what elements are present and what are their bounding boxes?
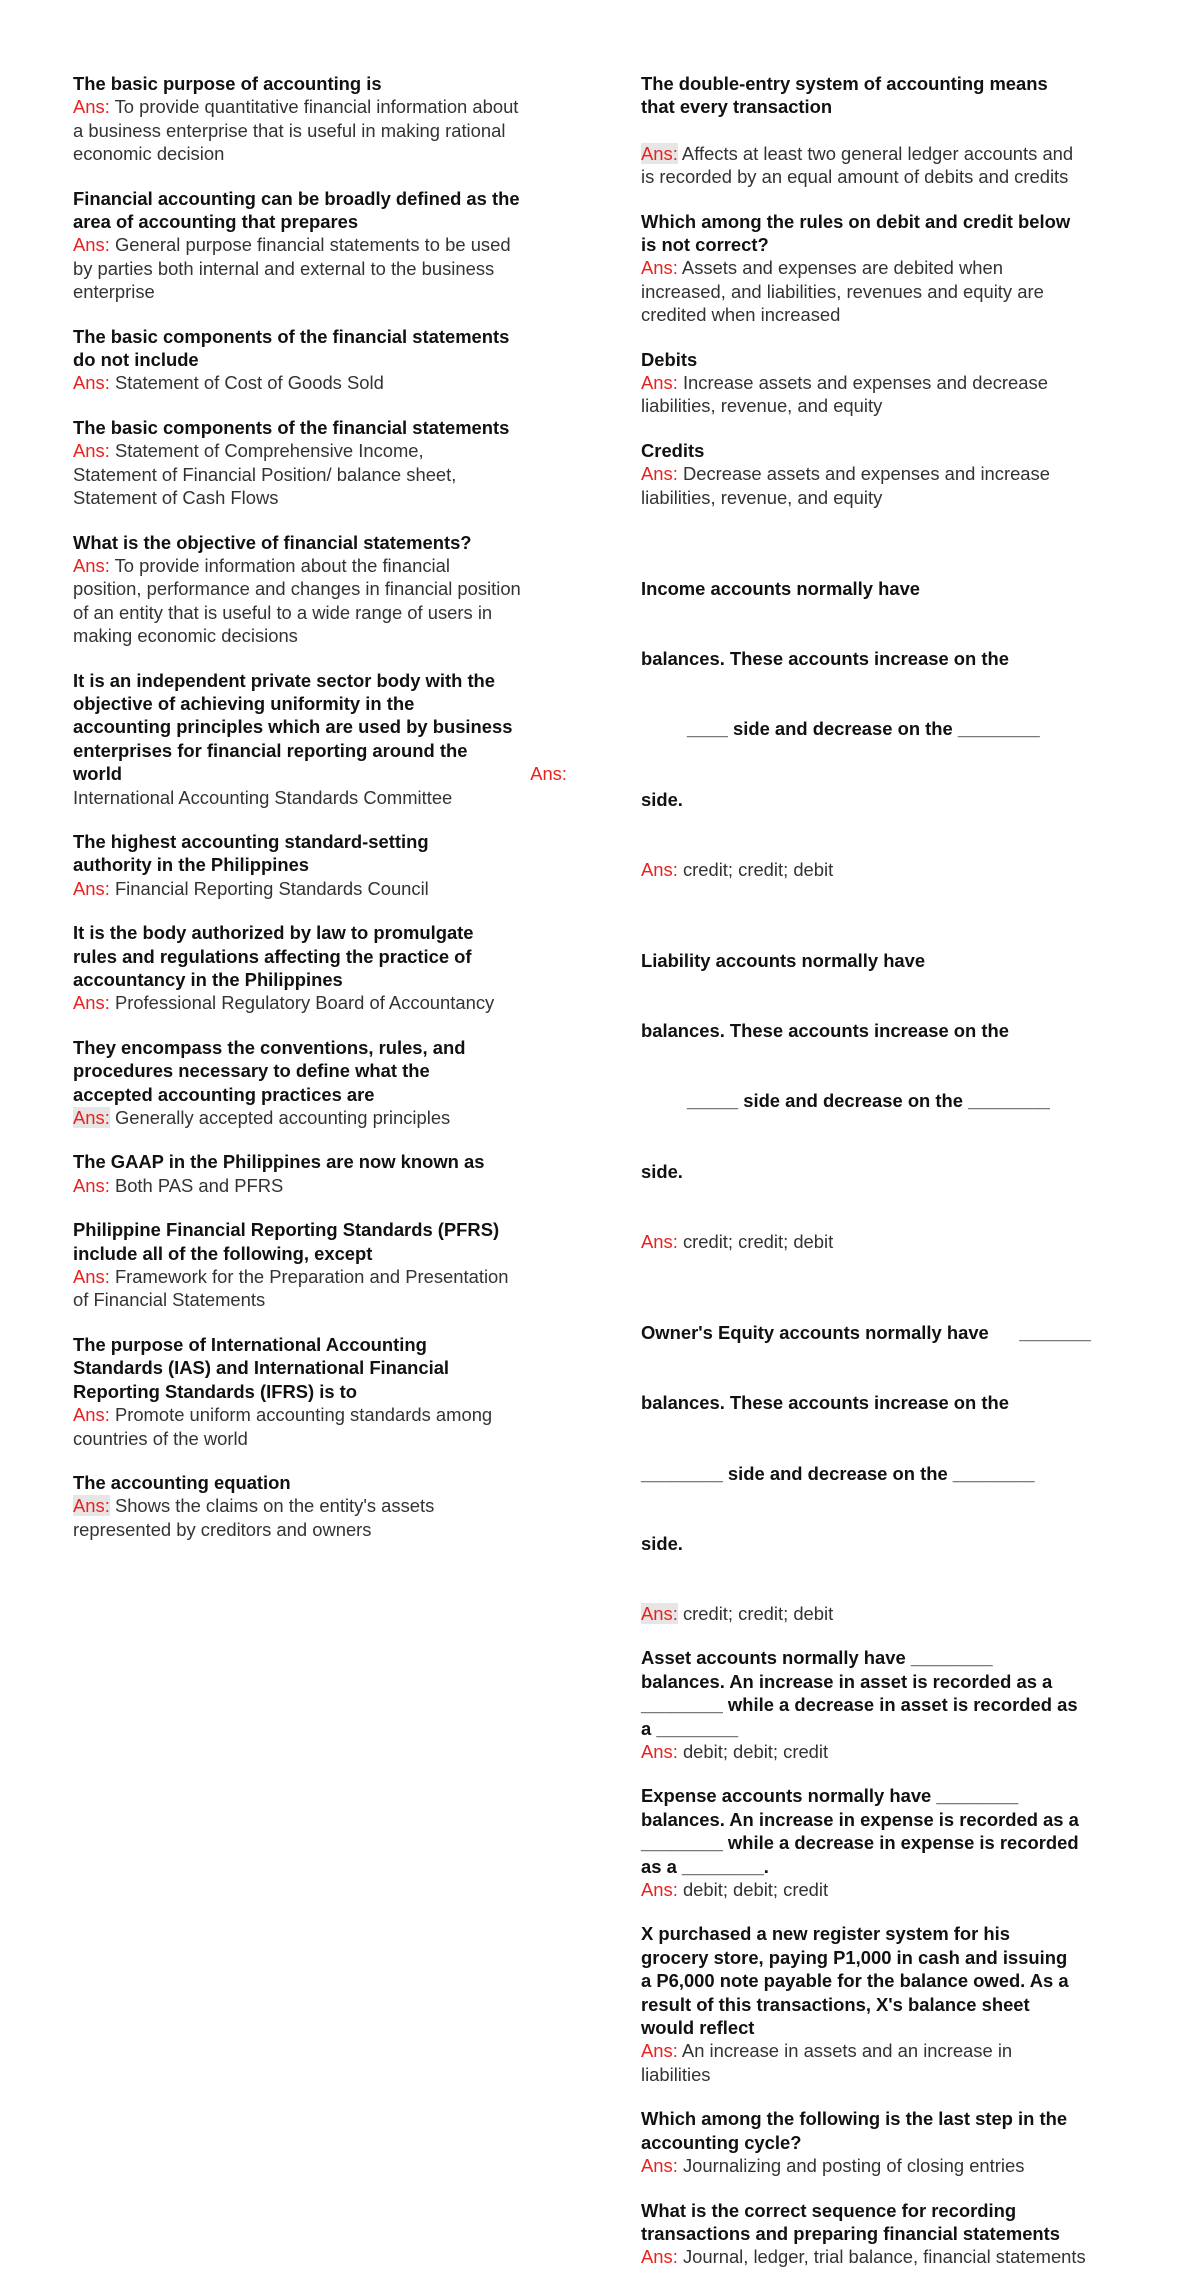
answer-line: Ans: debit; debit; credit: [641, 1741, 829, 1762]
qa-item: [641, 902, 1139, 1253]
qa-item: [73, 669, 567, 809]
question: [73, 187, 567, 234]
question-line: Credits: [641, 439, 705, 461]
qa-item: [641, 1922, 1139, 2086]
ans-label: Ans:: [641, 463, 678, 485]
question-line: Philippine Financial Reporting Standards (PFRS): [73, 1219, 500, 1241]
question-line: Asset accounts normally have ________: [641, 1647, 993, 1669]
question: [641, 530, 1139, 858]
question: [641, 1922, 1139, 2039]
qa-item: [73, 830, 567, 900]
answer: [641, 256, 1139, 326]
ans-label: Ans:: [530, 763, 567, 785]
question: [73, 1150, 567, 1173]
ans-label: Ans:: [73, 1266, 110, 1288]
answer: [641, 371, 1139, 418]
question-line: a P6,000 note payable for the balance owed. As a: [641, 1970, 1069, 1992]
question-line: It is an independent private sector body with the: [73, 669, 496, 691]
answer: [73, 1265, 567, 1312]
answer-line: increased, and liabilities, revenues and equity are: [641, 280, 1044, 302]
question: [73, 921, 567, 991]
question-line: accounting principles which are used by business: [73, 716, 513, 738]
answer: [641, 2039, 1139, 2086]
ans-label: Ans:: [73, 1495, 110, 1517]
question-line: include all of the following, except: [73, 1242, 373, 1264]
answer: [641, 1230, 1139, 1253]
question-line: They encompass the conventions, rules, and: [73, 1036, 466, 1058]
qa-item: [641, 1274, 1139, 1625]
ans-label: Ans:: [73, 1174, 110, 1196]
question: [73, 72, 567, 95]
left-column: [73, 72, 567, 1562]
question-line: is not correct?: [641, 234, 769, 256]
qa-item: [641, 530, 1139, 881]
ans-label: Ans:: [641, 142, 678, 164]
answer-line: liabilities, revenue, and equity: [641, 486, 883, 508]
question: [641, 2199, 1139, 2246]
ans-label: Ans:: [641, 1230, 678, 1252]
answer-line: Ans: Financial Reporting Standards Council: [73, 877, 429, 899]
answer-line: Ans: Shows the claims on the entity's assets: [73, 1495, 435, 1517]
question-line: a ________: [641, 1717, 739, 1739]
answer: [641, 1740, 1139, 1763]
question-line: What is the objective of financial statements?: [73, 531, 472, 553]
question: [641, 210, 1139, 257]
question-line: Reporting Standards (IFRS) is to: [73, 1380, 358, 1402]
question-line: would reflect: [641, 2017, 755, 2039]
answer-line: Statement of Financial Position/ balance sheet,: [73, 463, 457, 485]
question-line: objective of achieving uniformity in the: [73, 692, 415, 714]
question-line: accountancy in the Philippines: [73, 969, 343, 990]
answer-line: liabilities: [641, 2063, 711, 2085]
ans-label: Ans:: [73, 372, 110, 394]
question-line: as a ________.: [641, 1855, 769, 1877]
question-line: Which among the following is the last step in the: [641, 2108, 1068, 2130]
answer-line: enterprise: [73, 281, 155, 303]
question-line: The accounting equation: [73, 1471, 291, 1493]
question-line: ____ side and decrease on the ________: [641, 718, 1040, 740]
answer: [641, 858, 1139, 881]
answer-line: Ans: To provide quantitative financial information about: [73, 96, 519, 118]
question-line: What is the correct sequence for recording: [641, 2199, 1017, 2221]
question-line: The highest accounting standard-setting: [73, 830, 429, 852]
answer-line: Ans: General purpose financial statements to be used: [73, 234, 511, 256]
answer-line: position, performance and changes in financial position: [73, 578, 521, 600]
answer: [73, 95, 567, 165]
question-line: Debits: [641, 348, 698, 370]
question-line: balances. These accounts increase on the: [641, 1020, 1009, 1042]
question-line: Which among the rules on debit and credit below: [641, 210, 1071, 232]
question: [73, 830, 567, 877]
ans-label: Ans:: [73, 554, 110, 576]
qa-item: [641, 72, 1139, 189]
question-line: side.: [641, 1160, 683, 1182]
question-line: result of this transactions, X's balance sheet: [641, 1993, 1030, 2015]
question: [641, 439, 1139, 462]
answer-line: Ans: Professional Regulatory Board of Accountancy: [73, 992, 495, 1014]
right-column: [641, 72, 1139, 2290]
question-line: Standards (IAS) and International Financial: [73, 1357, 450, 1379]
answer: [73, 1494, 567, 1541]
answer-line: Ans: credit; credit; debit: [641, 1602, 834, 1624]
question: [73, 531, 567, 554]
answer-line: Ans: Both PAS and PFRS: [73, 1174, 284, 1196]
question: [73, 416, 567, 439]
question: [641, 1784, 1139, 1878]
answer-line: a business enterprise that is useful in making rational: [73, 119, 506, 141]
question-line: that every transaction: [641, 96, 833, 118]
answer: [641, 1878, 1139, 1901]
question-line: area of accounting that prepares: [73, 211, 359, 233]
question-line: transactions and preparing financial statements: [641, 2222, 1061, 2244]
question-line: The basic components of the financial statements: [73, 416, 510, 438]
answer-line: Ans: credit; credit; debit: [641, 858, 834, 880]
qa-item: [641, 1646, 1139, 1763]
answer: [641, 2245, 1139, 2268]
question-line: Liability accounts normally have: [641, 950, 926, 971]
question: [73, 1218, 567, 1265]
question-line: balances. An increase in asset is recorded as a: [641, 1670, 1053, 1692]
answer-line: International Accounting Standards Committee: [73, 786, 453, 808]
answer-line: Ans: Framework for the Preparation and Presentation: [73, 1266, 509, 1288]
ans-label: Ans:: [73, 992, 110, 1014]
answer-line: Ans: Decrease assets and expenses and increase: [641, 463, 1050, 485]
question-line: accounting cycle?: [641, 2131, 802, 2153]
qa-item: [73, 187, 567, 304]
answer-line: countries of the world: [73, 1427, 248, 1449]
question-line: side.: [641, 788, 683, 810]
qa-item: [641, 1784, 1139, 1901]
answer-line: is recorded by an equal amount of debits and credits: [641, 166, 1069, 188]
question-line: balances. These accounts increase on the: [641, 648, 1009, 670]
answer-line: Ans: credit; credit; debit: [641, 1230, 834, 1252]
ans-label: Ans:: [73, 96, 110, 118]
ans-label: Ans:: [73, 440, 110, 462]
answer-line: Ans: Assets and expenses are debited when: [641, 257, 1003, 279]
question-line: authority in the Philippines: [73, 854, 310, 876]
ans-label: Ans:: [641, 257, 678, 279]
answer-line: of an entity that is useful to a wide range of users in: [73, 601, 493, 623]
qa-item: [73, 1036, 567, 1130]
answer: [73, 371, 567, 394]
answer: [73, 1403, 567, 1450]
answer: [73, 1106, 567, 1129]
question-line: Financial accounting can be broadly defined as the: [73, 187, 520, 209]
answer-line: Ans: To provide information about the financial: [73, 554, 450, 576]
answer-line: credited when increased: [641, 304, 841, 326]
question-line: ________ side and decrease on the ________: [641, 1462, 1035, 1484]
question: [641, 348, 1139, 371]
answer: [641, 142, 1139, 189]
qa-item: [641, 348, 1139, 418]
qa-item: [73, 1333, 567, 1450]
answer-line: represented by creditors and owners: [73, 1518, 372, 1540]
question: [73, 325, 567, 372]
question-line: The basic purpose of accounting is: [73, 73, 382, 94]
ans-label: Ans:: [73, 234, 110, 256]
qa-item: [73, 1218, 567, 1312]
answer: [73, 554, 567, 648]
question: [73, 669, 567, 786]
qa-item: [73, 325, 567, 395]
answer-line: liabilities, revenue, and equity: [641, 395, 883, 417]
answer-line: Ans: Statement of Comprehensive Income,: [73, 440, 424, 462]
ans-label: Ans:: [641, 1879, 678, 1901]
qa-item: [641, 439, 1139, 509]
question-line: X purchased a new register system for his: [641, 1923, 1010, 1945]
answer: [73, 991, 567, 1014]
question: [641, 1646, 1139, 1740]
qa-item: [73, 1471, 567, 1541]
answer: [641, 2154, 1139, 2177]
answer-line: Ans: Generally accepted accounting principles: [73, 1107, 451, 1129]
question: [641, 72, 1139, 119]
question-line: _____ side and decrease on the ________: [641, 1090, 1050, 1112]
question: [641, 1274, 1139, 1602]
ans-label: Ans:: [641, 2246, 678, 2268]
qa-item: [641, 2199, 1139, 2269]
question-line: Expense accounts normally have ________: [641, 1785, 1019, 1807]
answer: [73, 877, 567, 900]
question: [73, 1471, 567, 1494]
qa-item: [73, 416, 567, 510]
question-line: The purpose of International Accounting: [73, 1333, 427, 1355]
question-line: grocery store, paying P1,000 in cash and issuing: [641, 1946, 1068, 1968]
ans-label: Ans:: [641, 858, 678, 880]
question: [641, 2107, 1139, 2154]
question-line: balances. An increase in expense is recorded as a: [641, 1808, 1079, 1830]
answer-line: of Financial Statements: [73, 1289, 266, 1311]
question-line: rules and regulations affecting the practice of: [73, 945, 472, 967]
answer: [73, 233, 567, 303]
question: [641, 902, 1139, 1230]
question-line: world Ans:: [73, 763, 567, 785]
ans-label: Ans:: [641, 1602, 678, 1624]
ans-label: Ans:: [641, 2040, 678, 2062]
qa-item: [73, 921, 567, 1015]
qa-item: [73, 531, 567, 648]
question-line: do not include: [73, 349, 199, 371]
answer: [641, 462, 1139, 509]
question-line: ________ while a decrease in expense is recorded: [641, 1832, 1079, 1854]
question: [73, 1333, 567, 1403]
question-line: side.: [641, 1532, 683, 1554]
question-line: The double-entry system of accounting means: [641, 73, 1048, 94]
question-line: It is the body authorized by law to promulgate: [73, 922, 474, 944]
answer-line: Ans: An increase in assets and an increase in: [641, 2040, 1013, 2062]
ans-label: Ans:: [73, 1107, 110, 1129]
answer-line: Ans: Increase assets and expenses and decrease: [641, 372, 1048, 394]
question-line: balances. These accounts increase on the: [641, 1392, 1009, 1414]
answer: [73, 786, 567, 809]
question-line: enterprises for financial reporting around the: [73, 739, 468, 761]
answer-line: Ans: Statement of Cost of Goods Sold: [73, 372, 384, 394]
answer-line: Ans: Journalizing and posting of closing entries: [641, 2155, 1025, 2177]
answer-line: Statement of Cash Flows: [73, 487, 279, 509]
ans-label: Ans:: [641, 2155, 678, 2177]
question-line: The basic components of the financial statements: [73, 325, 510, 347]
ans-label: Ans:: [73, 877, 110, 899]
qa-item: [73, 72, 567, 166]
ans-label: Ans:: [641, 1741, 678, 1762]
ans-label: Ans:: [641, 372, 678, 394]
answer: [73, 1174, 567, 1197]
answer: [641, 1602, 1139, 1625]
question-line: procedures necessary to define what the: [73, 1060, 430, 1082]
answer-line: making economic decisions: [73, 625, 298, 647]
answer-line: by parties both internal and external to the business: [73, 257, 495, 279]
question: [73, 1036, 567, 1106]
qa-item: [73, 1150, 567, 1197]
question-line: The GAAP in the Philippines are now known as: [73, 1151, 485, 1173]
qa-item: [641, 210, 1139, 327]
answer-line: Ans: Promote uniform accounting standards among: [73, 1404, 493, 1426]
answer-line: Ans: debit; debit; credit: [641, 1879, 829, 1901]
qa-item: [641, 2107, 1139, 2177]
answer-line: economic decision: [73, 143, 225, 165]
answer-line: Ans: Journal, ledger, trial balance, financial statements: [641, 2246, 1086, 2268]
question-line: accepted accounting practices are: [73, 1083, 375, 1105]
answer-line: Ans: Affects at least two general ledger accounts and: [641, 142, 1074, 164]
question-line: ________ while a decrease in asset is recorded as: [641, 1694, 1078, 1716]
ans-label: Ans:: [73, 1404, 110, 1426]
question-line: Income accounts normally have: [641, 577, 921, 599]
spacer: [641, 119, 1139, 142]
question-line: Owner's Equity accounts normally have _______: [641, 1322, 1092, 1344]
answer: [73, 439, 567, 509]
